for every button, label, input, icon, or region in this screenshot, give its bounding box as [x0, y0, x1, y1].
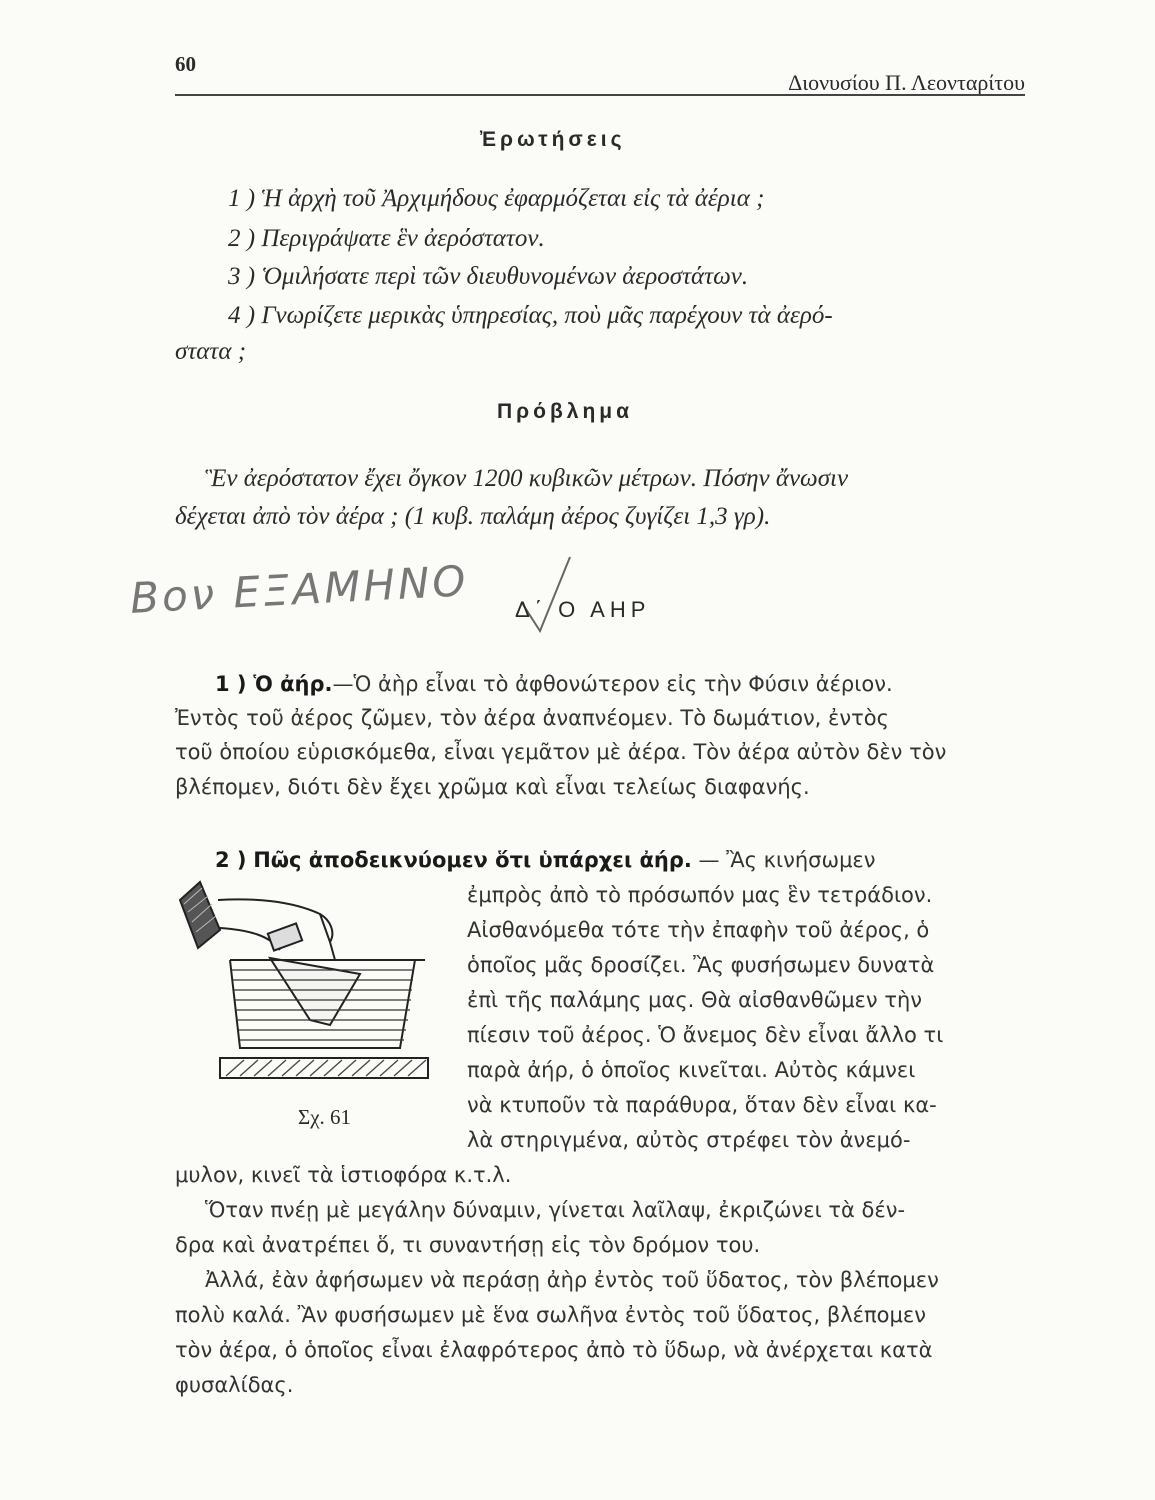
para1-term: Ὁ ἀήρ.: [253, 672, 333, 696]
para2-side-line: παρὰ ἀήρ, ὁ ὁποῖος κινεῖται. Αὐτὸς κάμνει: [467, 1058, 916, 1082]
para2-side-line: ἐμπρὸς ἀπὸ τὸ πρόσωπόν μας ἓν τετράδιον.: [467, 883, 933, 907]
para2-term: Πῶς ἀποδεικνύομεν ὅτι ὑπάρχει ἀήρ.: [253, 848, 692, 872]
running-header-author: Διονυσίου Π. Λεονταρίτου: [788, 70, 1025, 95]
para2-line: Ἀλλά, ἐὰν ἀφήσωμεν νὰ περάσῃ ἀὴρ ἐντὸς τοῦ ὕδατος, τὸν βλέπομεν: [205, 1268, 939, 1292]
para2-line: [215, 848, 876, 872]
para2-line: πολὺ καλά. Ἂν φυσήσωμεν μὲ ἕνα σωλῆνα ἐντὸς τοῦ ὕδατος, βλέπομεν: [175, 1303, 926, 1327]
para1-text: —Ὁ ἀὴρ εἶναι τὸ ἀφθονώτερον εἰς τὴν Φύσιν ἀέριον.: [332, 672, 893, 696]
para2-side-line: ἐπὶ τῆς παλάμης μας. Θὰ αἰσθανθῶμεν τὴν: [467, 988, 922, 1012]
section-title: Δ΄ Ο ΑΗΡ: [515, 597, 651, 622]
handwritten-note: Βον ΕΞΑΜΗΝΟ: [128, 556, 470, 623]
problem-line: Ἓν ἀερόστατον ἔχει ὄγκον 1200 κυβικῶν μέτρων. Πόσην ἄνωσιν: [205, 465, 849, 492]
para1-line: [215, 672, 893, 696]
problem-heading: Πρόβλημα: [497, 400, 634, 423]
page-number: 60: [175, 52, 196, 76]
problem-line: δέχεται ἀπὸ τὸν ἀέρα ; (1 κυβ. παλάμη ἀέρος ζυγίζει 1,3 γρ).: [175, 503, 771, 530]
para2-side-line: πίεσιν τοῦ ἀέρος. Ὁ ἄνεμος δὲν εἶναι ἄλλο τι: [467, 1023, 944, 1047]
question-line: 3 ) Ὁμιλήσατε περὶ τῶν διευθυνομένων ἀεροστάτων.: [228, 263, 749, 290]
para2-side-line: λὰ στηριγμένα, αὐτὸς στρέφει τὸν ἀνεμό-: [467, 1128, 911, 1152]
para2-text: — Ἂς κινήσωμεν: [698, 848, 876, 872]
para1-line: τοῦ ὁποίου εὑρισκόμεθα, εἶναι γεμᾶτον μὲ ἀέρα. Τὸν ἀέρα αὐτὸν δὲν τὸν: [175, 740, 947, 764]
question-line: 4 ) Γνωρίζετε μερικὰς ὑπηρεσίας, ποὺ μᾶς παρέχουν τὰ ἀερό-: [228, 302, 833, 329]
para1-line: βλέπομεν, διότι δὲν ἔχει χρῶμα καὶ εἶναι τελείως διαφανής.: [175, 775, 810, 799]
para2-line: φυσαλίδας.: [175, 1373, 294, 1397]
question-line: 2 ) Περιγράψατε ἓν ἀερόστατον.: [228, 225, 545, 252]
para2-line: Ὅταν πνέῃ μὲ μεγάλην δύναμιν, γίνεται λαῖλαψ, ἐκριζώνει τὰ δέν-: [205, 1198, 906, 1222]
question-line: 1 ) Ἡ ἀρχὴ τοῦ Ἀρχιμήδους ἐφαρμόζεται εἰς τὰ ἀέρια ;: [228, 185, 765, 212]
figure-caption: Σχ. 61: [298, 1105, 352, 1129]
para2-line: δρα καὶ ἀνατρέπει ὅ, τι συναντήσῃ εἰς τὸν δρόμον του.: [175, 1233, 761, 1257]
para2-side-line: ὁποῖος μᾶς δροσίζει. Ἂς φυσήσωμεν δυνατὰ: [467, 953, 935, 977]
para2-side-line: νὰ κτυποῦν τὰ παράθυρα, ὅταν δὲν εἶναι κα-: [467, 1093, 937, 1117]
header-rule: [175, 94, 1025, 96]
para1-number: 1 ): [215, 672, 247, 696]
para2-number: 2 ): [215, 848, 247, 872]
para2-line: τὸν ἀέρα, ὁ ὁποῖος εἶναι ἐλαφρότερος ἀπὸ τὸ ὕδωρ, νὰ ἀνέρχεται κατὰ: [175, 1338, 933, 1362]
para2-line: μυλον, κινεῖ τὰ ἱστιοφόρα κ.τ.λ.: [175, 1163, 512, 1187]
questions-heading: Ἐρωτήσεις: [480, 128, 626, 151]
para1-line: Ἐντὸς τοῦ ἀέρος ζῶμεν, τὸν ἀέρα ἀναπνέομεν. Τὸ δωμάτιον, ἐντὸς: [175, 706, 889, 730]
figure-hand-in-water: [170, 870, 430, 1090]
handwritten-check-mark: [520, 555, 580, 635]
para2-side-line: Αἰσθανόμεθα τότε τὴν ἐπαφὴν τοῦ ἀέρος, ὁ: [467, 918, 930, 942]
question-line: στατα ;: [175, 338, 247, 365]
